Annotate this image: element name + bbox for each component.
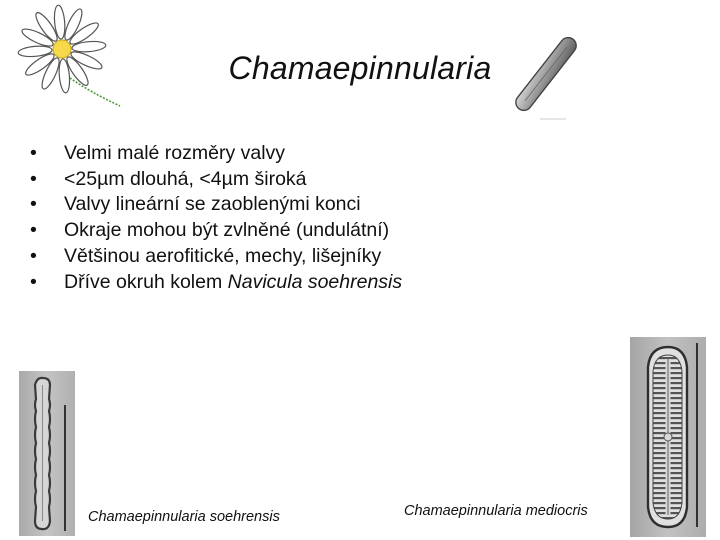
- species-name: Navicula soehrensis: [227, 270, 403, 293]
- bullet-dot: •: [30, 270, 37, 293]
- caption-left: Chamaepinnularia soehrensis: [88, 509, 280, 525]
- bullet-dot: •: [30, 219, 37, 242]
- caption-right: Chamaepinnularia mediocris: [404, 503, 588, 519]
- bullet-dot: •: [30, 167, 37, 190]
- list-item: • Okraje mohou být zvlněné (undulátní): [30, 218, 402, 244]
- list-item: • Valvy lineární se zaoblenými konci: [30, 192, 402, 218]
- list-item: • Většinou aerofitické, mechy, lišejníky: [30, 244, 402, 270]
- bullet-dot: •: [30, 142, 37, 164]
- list-item: • <25µm dlouhá, <4µm široká: [30, 167, 402, 193]
- bullet-dot: •: [30, 244, 37, 267]
- page-title: Chamaepinnularia: [228, 50, 492, 86]
- diatom-cell-icon: [506, 30, 586, 122]
- diatom-micrograph-soehrensis: [19, 371, 75, 536]
- list-item: • Velmi malé rozměry valvy: [30, 141, 402, 167]
- bullet-list: [30, 141, 402, 295]
- bullet-dot: •: [30, 193, 37, 216]
- diatom-micrograph-mediocris: [630, 337, 706, 537]
- list-item: • Dříve okruh kolem Navicula soehrensis: [30, 270, 402, 296]
